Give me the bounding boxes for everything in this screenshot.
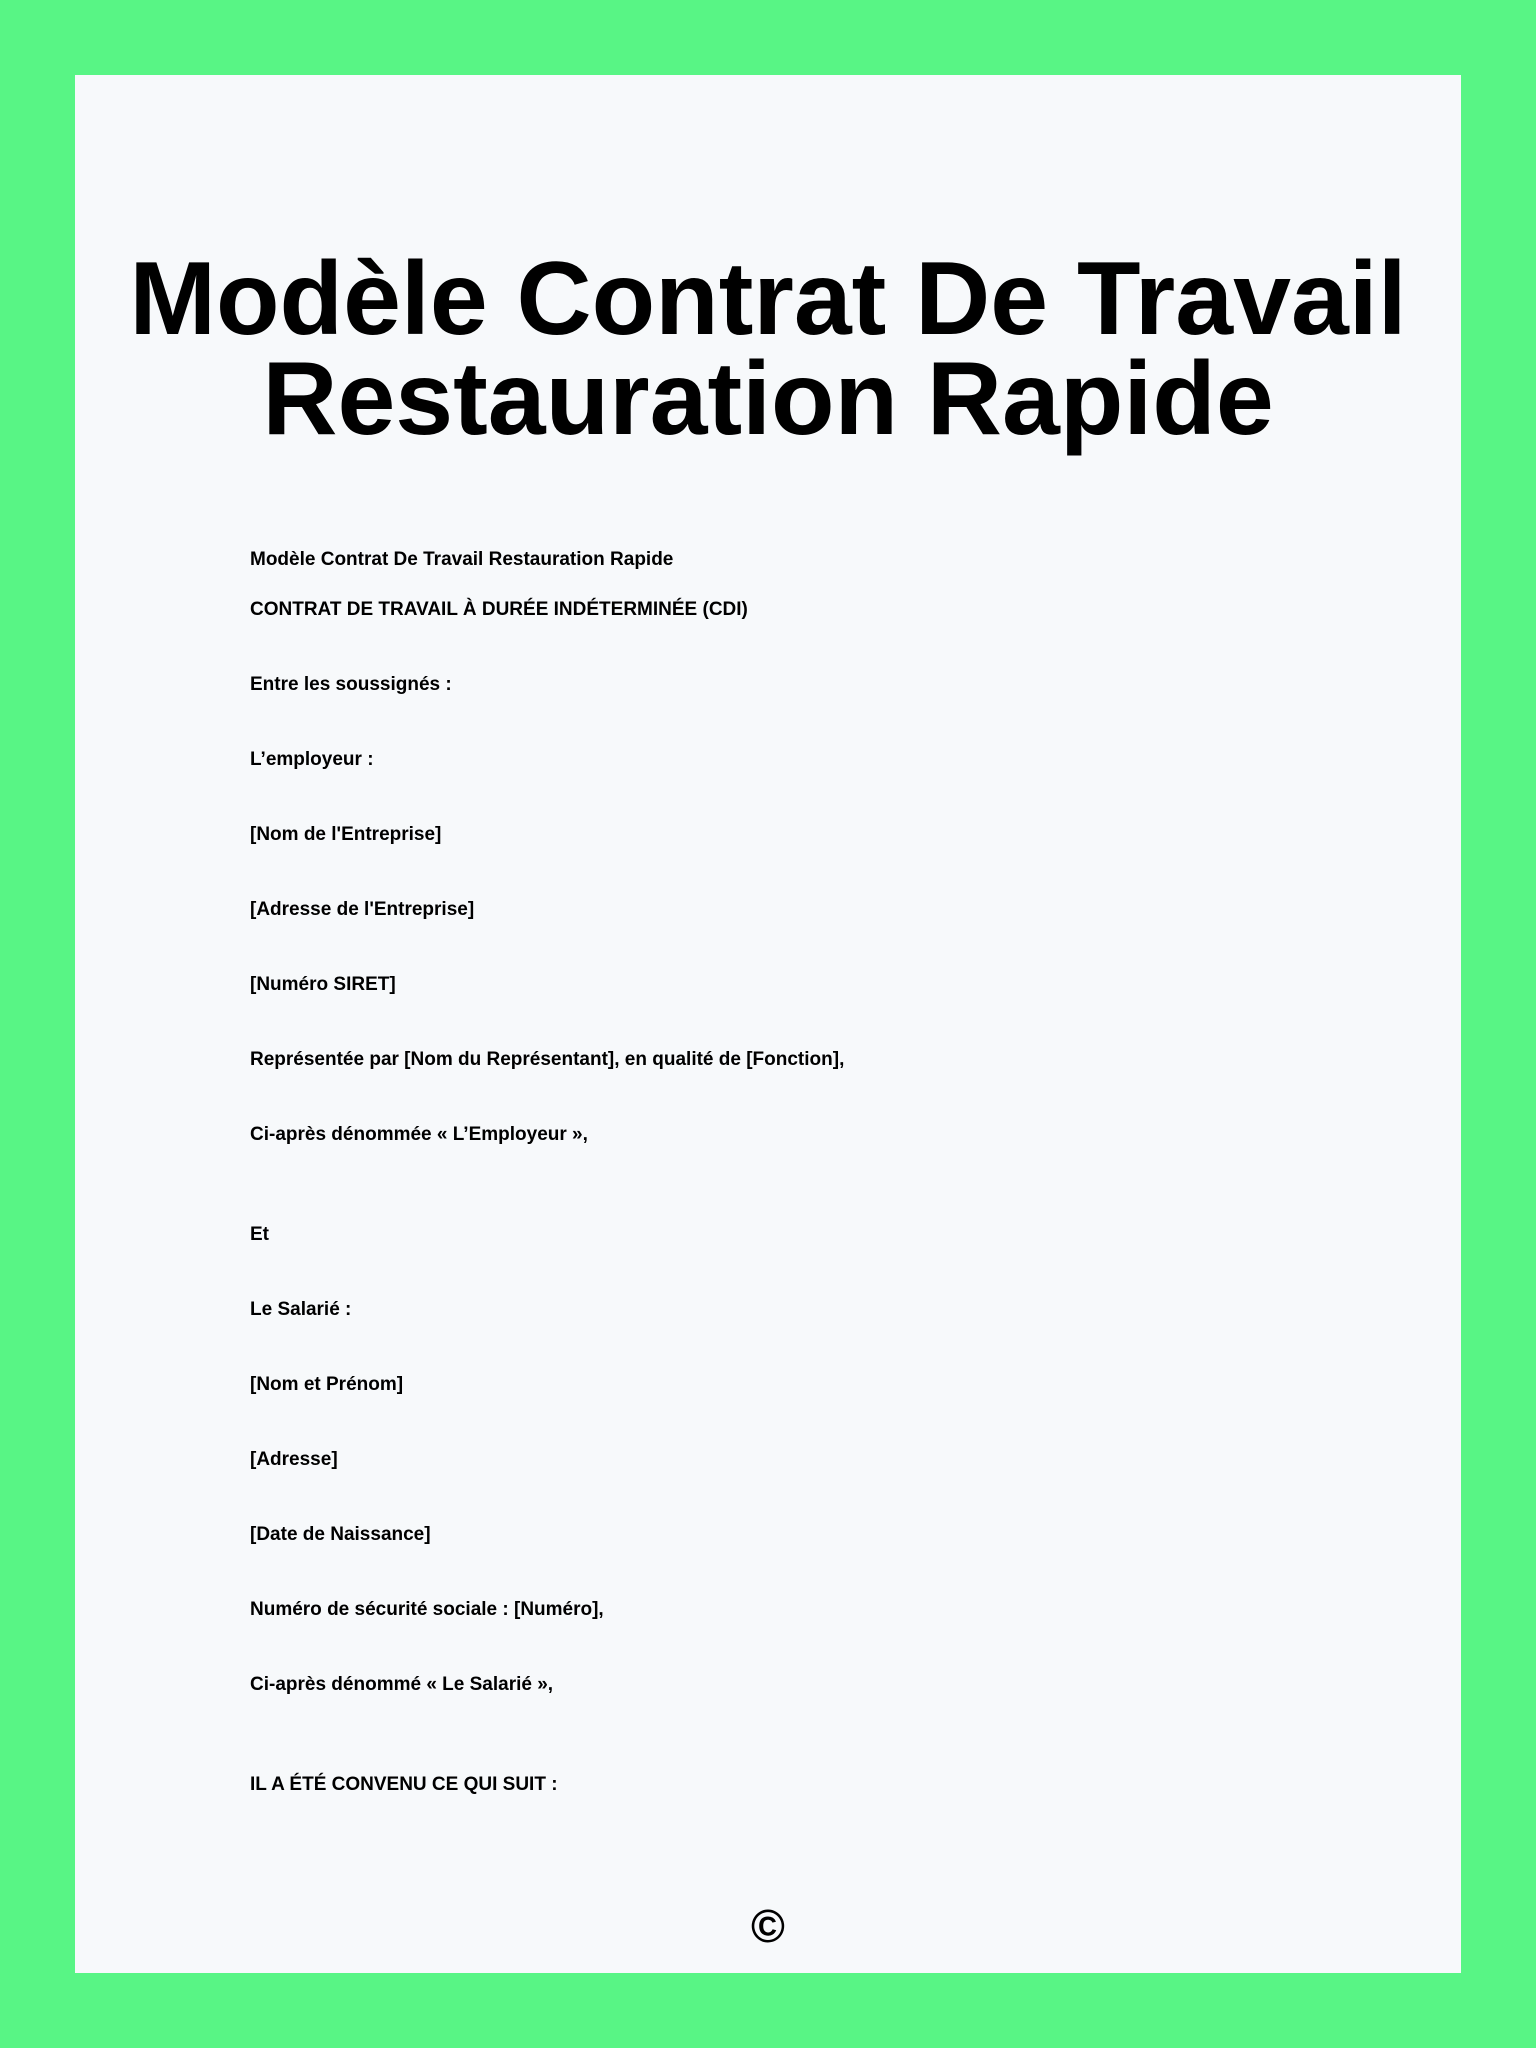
company-name-placeholder: [Nom de l'Entreprise] xyxy=(250,824,442,845)
representative-line: Représentée par [Nom du Représentant], en qualité de [Fonction], xyxy=(250,1049,845,1070)
title-line-1: Modèle Contrat De Travail xyxy=(129,241,1407,357)
document-page xyxy=(75,75,1461,1973)
employer-designation: Ci-après dénommée « L’Employeur », xyxy=(250,1124,588,1145)
employee-label: Le Salarié : xyxy=(250,1299,352,1320)
company-address-placeholder: [Adresse de l'Entreprise] xyxy=(250,899,475,920)
employer-label: L’employeur : xyxy=(250,749,374,770)
birth-date-placeholder: [Date de Naissance] xyxy=(250,1524,431,1545)
document-subtitle: Modèle Contrat De Travail Restauration Rapide xyxy=(250,549,674,570)
and-separator: Et xyxy=(250,1224,269,1245)
document-title xyxy=(75,241,1461,457)
employee-name-placeholder: [Nom et Prénom] xyxy=(250,1374,404,1395)
title-line-2: Restauration Rapide xyxy=(262,341,1274,457)
employee-designation: Ci-après dénommé « Le Salarié », xyxy=(250,1674,554,1695)
parties-intro: Entre les soussignés : xyxy=(250,674,452,695)
siret-placeholder: [Numéro SIRET] xyxy=(250,974,396,995)
copyright-icon: © xyxy=(751,1900,785,1952)
contract-type-heading: CONTRAT DE TRAVAIL À DURÉE INDÉTERMINÉE (CDI) xyxy=(250,599,748,620)
agreement-heading: IL A ÉTÉ CONVENU CE QUI SUIT : xyxy=(250,1774,558,1795)
social-security-line: Numéro de sécurité sociale : [Numéro], xyxy=(250,1599,604,1620)
employee-address-placeholder: [Adresse] xyxy=(250,1449,338,1470)
